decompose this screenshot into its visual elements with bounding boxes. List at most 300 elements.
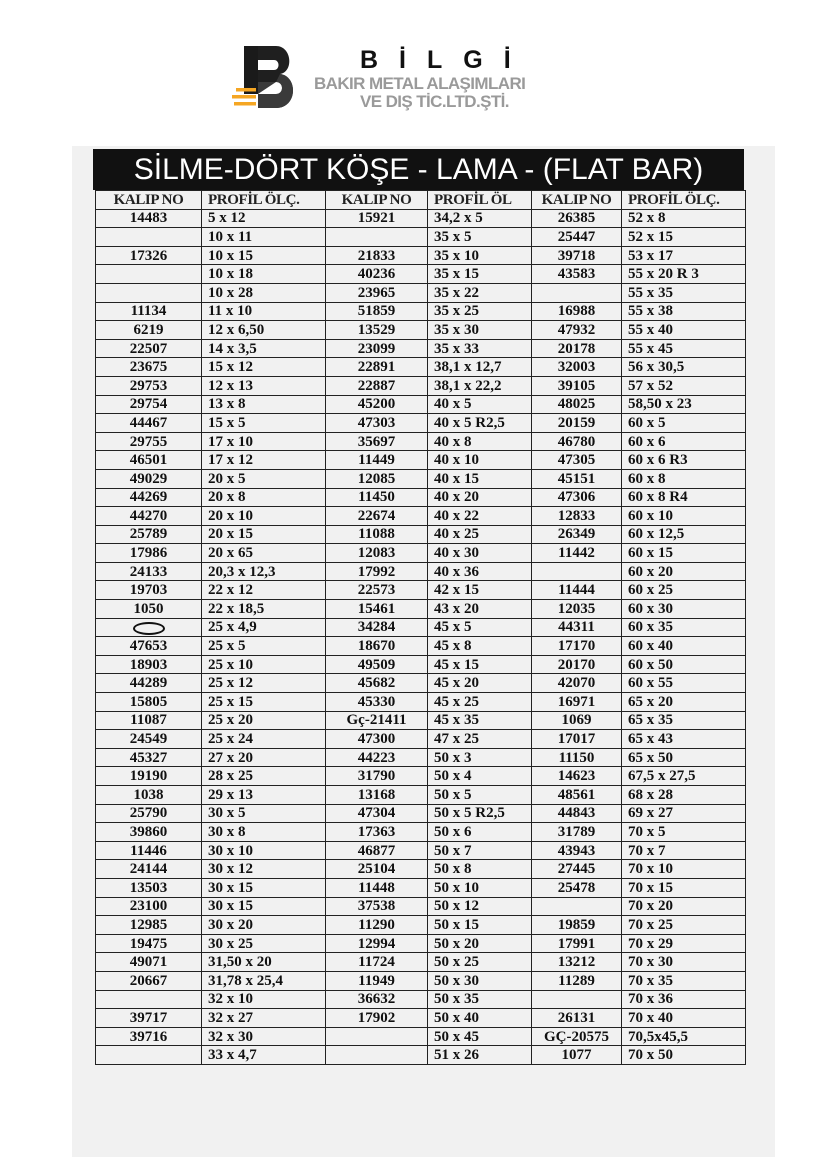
cell-profil-olcu: 47 x 25: [428, 730, 532, 749]
header-profil-olc-3: PROFİL ÖLÇ.: [622, 191, 746, 210]
cell-kalip-no: 47653: [96, 637, 202, 656]
table-row: [96, 376, 746, 395]
cell-kalip-no: 11724: [326, 953, 428, 972]
cell-kalip-no: 17992: [326, 562, 428, 581]
cell-profil-olcu: 40 x 25: [428, 525, 532, 544]
cell-profil-olcu: 12 x 13: [202, 376, 326, 395]
cell-kalip-no: [532, 562, 622, 581]
cell-kalip-no: 17363: [326, 823, 428, 842]
cell-kalip-no: 11289: [532, 971, 622, 990]
cell-kalip-no: 44289: [96, 674, 202, 693]
cell-kalip-no: 1050: [96, 600, 202, 619]
cell-kalip-no: 12994: [326, 934, 428, 953]
table-row: [96, 897, 746, 916]
cell-profil-olcu: 25 x 15: [202, 693, 326, 712]
cell-profil-olcu: 70 x 20: [622, 897, 746, 916]
cell-kalip-no: 43583: [532, 265, 622, 284]
cell-profil-olcu: 20,3 x 12,3: [202, 562, 326, 581]
cell-kalip-no: 29753: [96, 376, 202, 395]
cell-profil-olcu: 50 x 40: [428, 1009, 532, 1028]
cell-kalip-no: 19703: [96, 581, 202, 600]
cell-profil-olcu: 35 x 30: [428, 321, 532, 340]
cell-profil-olcu: 51 x 26: [428, 1046, 532, 1065]
cell-profil-olcu: 30 x 12: [202, 860, 326, 879]
cell-kalip-no: 19475: [96, 934, 202, 953]
cell-kalip-no: 47932: [532, 321, 622, 340]
cell-kalip-no: 26131: [532, 1009, 622, 1028]
header-kalip-no-1: KALIP NO: [96, 191, 202, 210]
cell-kalip-no: 22507: [96, 339, 202, 358]
cell-profil-olcu: 35 x 33: [428, 339, 532, 358]
table-row: [96, 1009, 746, 1028]
cell-kalip-no: 11290: [326, 916, 428, 935]
cell-profil-olcu: 45 x 8: [428, 637, 532, 656]
cell-profil-olcu: 32 x 10: [202, 990, 326, 1009]
cell-profil-olcu: 10 x 11: [202, 228, 326, 247]
cell-kalip-no: 24144: [96, 860, 202, 879]
cell-kalip-no: 11449: [326, 451, 428, 470]
cell-profil-olcu: 45 x 15: [428, 655, 532, 674]
cell-profil-olcu: 30 x 20: [202, 916, 326, 935]
cell-profil-olcu: 50 x 30: [428, 971, 532, 990]
table-row: [96, 618, 746, 637]
cell-profil-olcu: 40 x 10: [428, 451, 532, 470]
cell-kalip-no: 17902: [326, 1009, 428, 1028]
cell-profil-olcu: 70 x 7: [622, 841, 746, 860]
cell-profil-olcu: 40 x 15: [428, 469, 532, 488]
cell-profil-olcu: 40 x 36: [428, 562, 532, 581]
cell-kalip-no: 40236: [326, 265, 428, 284]
cell-kalip-no: 11088: [326, 525, 428, 544]
cell-profil-olcu: 22 x 12: [202, 581, 326, 600]
company-logo: [232, 44, 612, 116]
cell-profil-olcu: 43 x 20: [428, 600, 532, 619]
cell-profil-olcu: 70 x 40: [622, 1009, 746, 1028]
cell-profil-olcu: 69 x 27: [622, 804, 746, 823]
table-row: [96, 265, 746, 284]
table-row: [96, 730, 746, 749]
cell-kalip-no: 1077: [532, 1046, 622, 1065]
cell-kalip-no: 12085: [326, 469, 428, 488]
cell-profil-olcu: 65 x 43: [622, 730, 746, 749]
cell-profil-olcu: 15 x 12: [202, 358, 326, 377]
cell-kalip-no: 39717: [96, 1009, 202, 1028]
cell-kalip-no: 13529: [326, 321, 428, 340]
cell-profil-olcu: 60 x 8 R4: [622, 488, 746, 507]
table-row: [96, 209, 746, 228]
cell-profil-olcu: 60 x 6: [622, 432, 746, 451]
cell-profil-olcu: 10 x 15: [202, 246, 326, 265]
cell-profil-olcu: 40 x 5: [428, 395, 532, 414]
table-row: [96, 246, 746, 265]
cell-kalip-no: 15461: [326, 600, 428, 619]
table-row: [96, 358, 746, 377]
table-row: [96, 339, 746, 358]
cell-profil-olcu: 60 x 50: [622, 655, 746, 674]
cell-profil-olcu: 10 x 28: [202, 283, 326, 302]
cell-kalip-no: 15921: [326, 209, 428, 228]
cell-kalip-no: 51859: [326, 302, 428, 321]
cell-kalip-no: 25789: [96, 525, 202, 544]
cell-profil-olcu: 35 x 15: [428, 265, 532, 284]
cell-kalip-no: [532, 897, 622, 916]
cell-profil-olcu: 40 x 8: [428, 432, 532, 451]
cell-profil-olcu: 15 x 5: [202, 414, 326, 433]
cell-profil-olcu: 38,1 x 12,7: [428, 358, 532, 377]
cell-profil-olcu: 60 x 10: [622, 507, 746, 526]
cell-profil-olcu: 25 x 5: [202, 637, 326, 656]
cell-kalip-no: 45151: [532, 469, 622, 488]
cell-kalip-no: 11134: [96, 302, 202, 321]
table-row: [96, 693, 746, 712]
cell-kalip-no: 12083: [326, 544, 428, 563]
cell-kalip-no: [96, 1046, 202, 1065]
cell-kalip-no: 23965: [326, 283, 428, 302]
cell-kalip-no: 17986: [96, 544, 202, 563]
cell-profil-olcu: 50 x 20: [428, 934, 532, 953]
header-kalip-no-2: KALIP NO: [326, 191, 428, 210]
cell-profil-olcu: 17 x 12: [202, 451, 326, 470]
table-header-row: [96, 191, 746, 210]
cell-kalip-no: 11949: [326, 971, 428, 990]
cell-profil-olcu: 70 x 25: [622, 916, 746, 935]
cell-profil-olcu: 70,5x45,5: [622, 1027, 746, 1046]
table-row: [96, 469, 746, 488]
table-row: [96, 228, 746, 247]
cell-profil-olcu: 65 x 50: [622, 748, 746, 767]
cell-profil-olcu: 70 x 10: [622, 860, 746, 879]
cell-kalip-no: 6219: [96, 321, 202, 340]
brand-subtitle-line1: BAKIR METAL ALAŞIMLARI: [314, 74, 526, 93]
table-row: [96, 321, 746, 340]
cell-profil-olcu: 60 x 35: [622, 618, 746, 637]
cell-kalip-no: 17170: [532, 637, 622, 656]
cell-profil-olcu: 50 x 12: [428, 897, 532, 916]
cell-kalip-no: 23100: [96, 897, 202, 916]
cell-profil-olcu: 20 x 8: [202, 488, 326, 507]
cell-kalip-no: 45327: [96, 748, 202, 767]
cell-kalip-no: 48025: [532, 395, 622, 414]
logo-b-mark-icon: [232, 44, 302, 112]
cell-profil-olcu: 60 x 15: [622, 544, 746, 563]
cell-kalip-no: 47304: [326, 804, 428, 823]
cell-profil-olcu: 20 x 10: [202, 507, 326, 526]
cell-profil-olcu: 40 x 5 R2,5: [428, 414, 532, 433]
table-row: [96, 1046, 746, 1065]
cell-profil-olcu: 55 x 35: [622, 283, 746, 302]
table-row: [96, 823, 746, 842]
cell-profil-olcu: 65 x 35: [622, 711, 746, 730]
cell-kalip-no: 46877: [326, 841, 428, 860]
cell-kalip-no: 16988: [532, 302, 622, 321]
table-row: [96, 804, 746, 823]
cell-profil-olcu: 45 x 20: [428, 674, 532, 693]
cell-profil-olcu: 34,2 x 5: [428, 209, 532, 228]
cell-profil-olcu: 70 x 29: [622, 934, 746, 953]
cell-kalip-no: 12035: [532, 600, 622, 619]
cell-kalip-no: 44223: [326, 748, 428, 767]
cell-kalip-no: 12985: [96, 916, 202, 935]
cell-kalip-no: 45682: [326, 674, 428, 693]
page-title: SİLME-DÖRT KÖŞE - LAMA - (FLAT BAR): [93, 149, 744, 190]
cell-profil-olcu: 20 x 5: [202, 469, 326, 488]
cell-profil-olcu: 50 x 8: [428, 860, 532, 879]
cell-profil-olcu: 52 x 8: [622, 209, 746, 228]
cell-profil-olcu: 70 x 15: [622, 878, 746, 897]
table-row: [96, 581, 746, 600]
table-row: [96, 414, 746, 433]
cell-profil-olcu: 29 x 13: [202, 786, 326, 805]
cell-kalip-no: 11444: [532, 581, 622, 600]
cell-kalip-no: 44311: [532, 618, 622, 637]
cell-profil-olcu: 40 x 30: [428, 544, 532, 563]
cell-kalip-no: 26349: [532, 525, 622, 544]
cell-kalip-no: 39105: [532, 376, 622, 395]
cell-profil-olcu: 13 x 8: [202, 395, 326, 414]
table-row: [96, 432, 746, 451]
cell-profil-olcu: 57 x 52: [622, 376, 746, 395]
cell-profil-olcu: 55 x 45: [622, 339, 746, 358]
cell-profil-olcu: 35 x 25: [428, 302, 532, 321]
cell-profil-olcu: 5 x 12: [202, 209, 326, 228]
cell-kalip-no: 45330: [326, 693, 428, 712]
cell-kalip-no: 23675: [96, 358, 202, 377]
cell-profil-olcu: 53 x 17: [622, 246, 746, 265]
table-row: [96, 451, 746, 470]
brand-subtitle-line2: VE DIŞ TİC.LTD.ŞTİ.: [360, 92, 509, 111]
cell-kalip-no: 29755: [96, 432, 202, 451]
cell-kalip-no: 42070: [532, 674, 622, 693]
table-row: [96, 934, 746, 953]
cell-profil-olcu: 67,5 x 27,5: [622, 767, 746, 786]
cell-kalip-no: 32003: [532, 358, 622, 377]
cell-profil-olcu: 55 x 40: [622, 321, 746, 340]
cell-profil-olcu: 65 x 20: [622, 693, 746, 712]
table-row: [96, 878, 746, 897]
cell-kalip-no: 13503: [96, 878, 202, 897]
cell-kalip-no: 22674: [326, 507, 428, 526]
table-body: [96, 209, 746, 1064]
cell-kalip-no: 25790: [96, 804, 202, 823]
cell-kalip-no: 12833: [532, 507, 622, 526]
table-row: [96, 283, 746, 302]
cell-profil-olcu: 60 x 8: [622, 469, 746, 488]
cell-kalip-no: 11087: [96, 711, 202, 730]
cell-kalip-no: 48561: [532, 786, 622, 805]
table-row: [96, 655, 746, 674]
cell-kalip-no: 34284: [326, 618, 428, 637]
cell-kalip-no: 43943: [532, 841, 622, 860]
cell-kalip-no: [532, 990, 622, 1009]
cell-kalip-no: 25447: [532, 228, 622, 247]
cell-kalip-no: 22573: [326, 581, 428, 600]
cell-kalip-no: 17991: [532, 934, 622, 953]
cell-profil-olcu: 55 x 20 R 3: [622, 265, 746, 284]
table-row: [96, 767, 746, 786]
cell-kalip-no: 17017: [532, 730, 622, 749]
cell-kalip-no: 27445: [532, 860, 622, 879]
cell-profil-olcu: 60 x 20: [622, 562, 746, 581]
cell-profil-olcu: 40 x 20: [428, 488, 532, 507]
cell-kalip-no: 39860: [96, 823, 202, 842]
cell-profil-olcu: 50 x 3: [428, 748, 532, 767]
table-row: [96, 507, 746, 526]
cell-kalip-no: [326, 1027, 428, 1046]
cell-profil-olcu: 60 x 55: [622, 674, 746, 693]
table-row: [96, 544, 746, 563]
cell-kalip-no: 39718: [532, 246, 622, 265]
cell-kalip-no: 16971: [532, 693, 622, 712]
table-row: [96, 971, 746, 990]
cell-kalip-no: 29754: [96, 395, 202, 414]
header-profil-olc-1: PROFİL ÖLÇ.: [202, 191, 326, 210]
table-row: [96, 525, 746, 544]
cell-profil-olcu: 50 x 5 R2,5: [428, 804, 532, 823]
cell-kalip-no: 47306: [532, 488, 622, 507]
cell-profil-olcu: 38,1 x 22,2: [428, 376, 532, 395]
cell-profil-olcu: 70 x 50: [622, 1046, 746, 1065]
cell-kalip-no: 49071: [96, 953, 202, 972]
cell-kalip-no: 49029: [96, 469, 202, 488]
cell-kalip-no: 44467: [96, 414, 202, 433]
cell-profil-olcu: 42 x 15: [428, 581, 532, 600]
cell-profil-olcu: 50 x 6: [428, 823, 532, 842]
brand-name: BİLGİ: [360, 46, 532, 74]
cell-profil-olcu: 17 x 10: [202, 432, 326, 451]
cell-kalip-no: 11446: [96, 841, 202, 860]
table-row: [96, 786, 746, 805]
cell-kalip-no: 36632: [326, 990, 428, 1009]
cell-kalip-no: 44270: [96, 507, 202, 526]
cell-kalip-no: 46501: [96, 451, 202, 470]
cell-kalip-no: 26385: [532, 209, 622, 228]
cell-profil-olcu: 50 x 4: [428, 767, 532, 786]
table-row: [96, 562, 746, 581]
cell-profil-olcu: 70 x 36: [622, 990, 746, 1009]
cell-profil-olcu: 70 x 35: [622, 971, 746, 990]
cell-kalip-no: [96, 265, 202, 284]
table-row: [96, 748, 746, 767]
cell-kalip-no: 11150: [532, 748, 622, 767]
cell-kalip-no: 45200: [326, 395, 428, 414]
cell-profil-olcu: 70 x 5: [622, 823, 746, 842]
table-row: [96, 637, 746, 656]
cell-profil-olcu: 11 x 10: [202, 302, 326, 321]
cell-kalip-no: 18903: [96, 655, 202, 674]
cell-profil-olcu: 50 x 15: [428, 916, 532, 935]
table-row: [96, 841, 746, 860]
cell-profil-olcu: 60 x 12,5: [622, 525, 746, 544]
cell-kalip-no: 14483: [96, 209, 202, 228]
cell-kalip-no: 20170: [532, 655, 622, 674]
cell-profil-olcu: 40 x 22: [428, 507, 532, 526]
cell-profil-olcu: 50 x 35: [428, 990, 532, 1009]
cell-kalip-no: 14623: [532, 767, 622, 786]
cell-kalip-no: 17326: [96, 246, 202, 265]
table-row: [96, 990, 746, 1009]
cell-kalip-no: 20667: [96, 971, 202, 990]
cell-profil-olcu: 10 x 18: [202, 265, 326, 284]
cell-kalip-no: [532, 283, 622, 302]
cell-profil-olcu: 45 x 35: [428, 711, 532, 730]
cell-kalip-no: 25104: [326, 860, 428, 879]
cell-kalip-no: 1069: [532, 711, 622, 730]
cell-kalip-no: [326, 1046, 428, 1065]
cell-kalip-no: 20159: [532, 414, 622, 433]
cell-kalip-no: 24549: [96, 730, 202, 749]
cell-profil-olcu: 25 x 12: [202, 674, 326, 693]
cell-profil-olcu: 33 x 4,7: [202, 1046, 326, 1065]
cell-profil-olcu: 50 x 25: [428, 953, 532, 972]
cell-profil-olcu: 60 x 40: [622, 637, 746, 656]
cell-kalip-no: 18670: [326, 637, 428, 656]
cell-kalip-no: [96, 990, 202, 1009]
cell-profil-olcu: 58,50 x 23: [622, 395, 746, 414]
table-row: [96, 302, 746, 321]
cell-kalip-no: 31789: [532, 823, 622, 842]
flat-bar-table: [95, 190, 746, 1065]
cell-kalip-no: 44269: [96, 488, 202, 507]
cell-kalip-no: 19190: [96, 767, 202, 786]
cell-kalip-no: [96, 618, 202, 637]
cell-profil-olcu: 45 x 5: [428, 618, 532, 637]
cell-profil-olcu: 32 x 27: [202, 1009, 326, 1028]
table-row: [96, 916, 746, 935]
cell-kalip-no: 24133: [96, 562, 202, 581]
cell-profil-olcu: 25 x 20: [202, 711, 326, 730]
cell-profil-olcu: 27 x 20: [202, 748, 326, 767]
header-profil-ol-2: PROFİL ÖL: [428, 191, 532, 210]
cell-kalip-no: 37538: [326, 897, 428, 916]
table-row: [96, 860, 746, 879]
table-row: [96, 953, 746, 972]
cell-kalip-no: Gç-21411: [326, 711, 428, 730]
cell-profil-olcu: 50 x 7: [428, 841, 532, 860]
cell-kalip-no: 49509: [326, 655, 428, 674]
cell-kalip-no: 13212: [532, 953, 622, 972]
cell-profil-olcu: 55 x 38: [622, 302, 746, 321]
cell-profil-olcu: 60 x 5: [622, 414, 746, 433]
cell-profil-olcu: 20 x 65: [202, 544, 326, 563]
cell-profil-olcu: 45 x 25: [428, 693, 532, 712]
cell-kalip-no: 11448: [326, 878, 428, 897]
cell-kalip-no: 47305: [532, 451, 622, 470]
header-kalip-no-3: KALIP NO: [532, 191, 622, 210]
cell-kalip-no: 22891: [326, 358, 428, 377]
cell-kalip-no: GÇ-20575: [532, 1027, 622, 1046]
cell-kalip-no: 46780: [532, 432, 622, 451]
cell-profil-olcu: 68 x 28: [622, 786, 746, 805]
cell-kalip-no: 11442: [532, 544, 622, 563]
cell-profil-olcu: 31,78 x 25,4: [202, 971, 326, 990]
cell-profil-olcu: 50 x 10: [428, 878, 532, 897]
cell-kalip-no: [96, 228, 202, 247]
cell-profil-olcu: 30 x 8: [202, 823, 326, 842]
cell-profil-olcu: 35 x 22: [428, 283, 532, 302]
cell-kalip-no: 39716: [96, 1027, 202, 1046]
cell-kalip-no: 11450: [326, 488, 428, 507]
cell-kalip-no: 21833: [326, 246, 428, 265]
cell-profil-olcu: 12 x 6,50: [202, 321, 326, 340]
cell-profil-olcu: 56 x 30,5: [622, 358, 746, 377]
cell-profil-olcu: 14 x 3,5: [202, 339, 326, 358]
cell-kalip-no: 22887: [326, 376, 428, 395]
cell-kalip-no: 23099: [326, 339, 428, 358]
ellipse-icon: [133, 622, 165, 635]
cell-kalip-no: 19859: [532, 916, 622, 935]
cell-kalip-no: [96, 283, 202, 302]
cell-kalip-no: 47300: [326, 730, 428, 749]
